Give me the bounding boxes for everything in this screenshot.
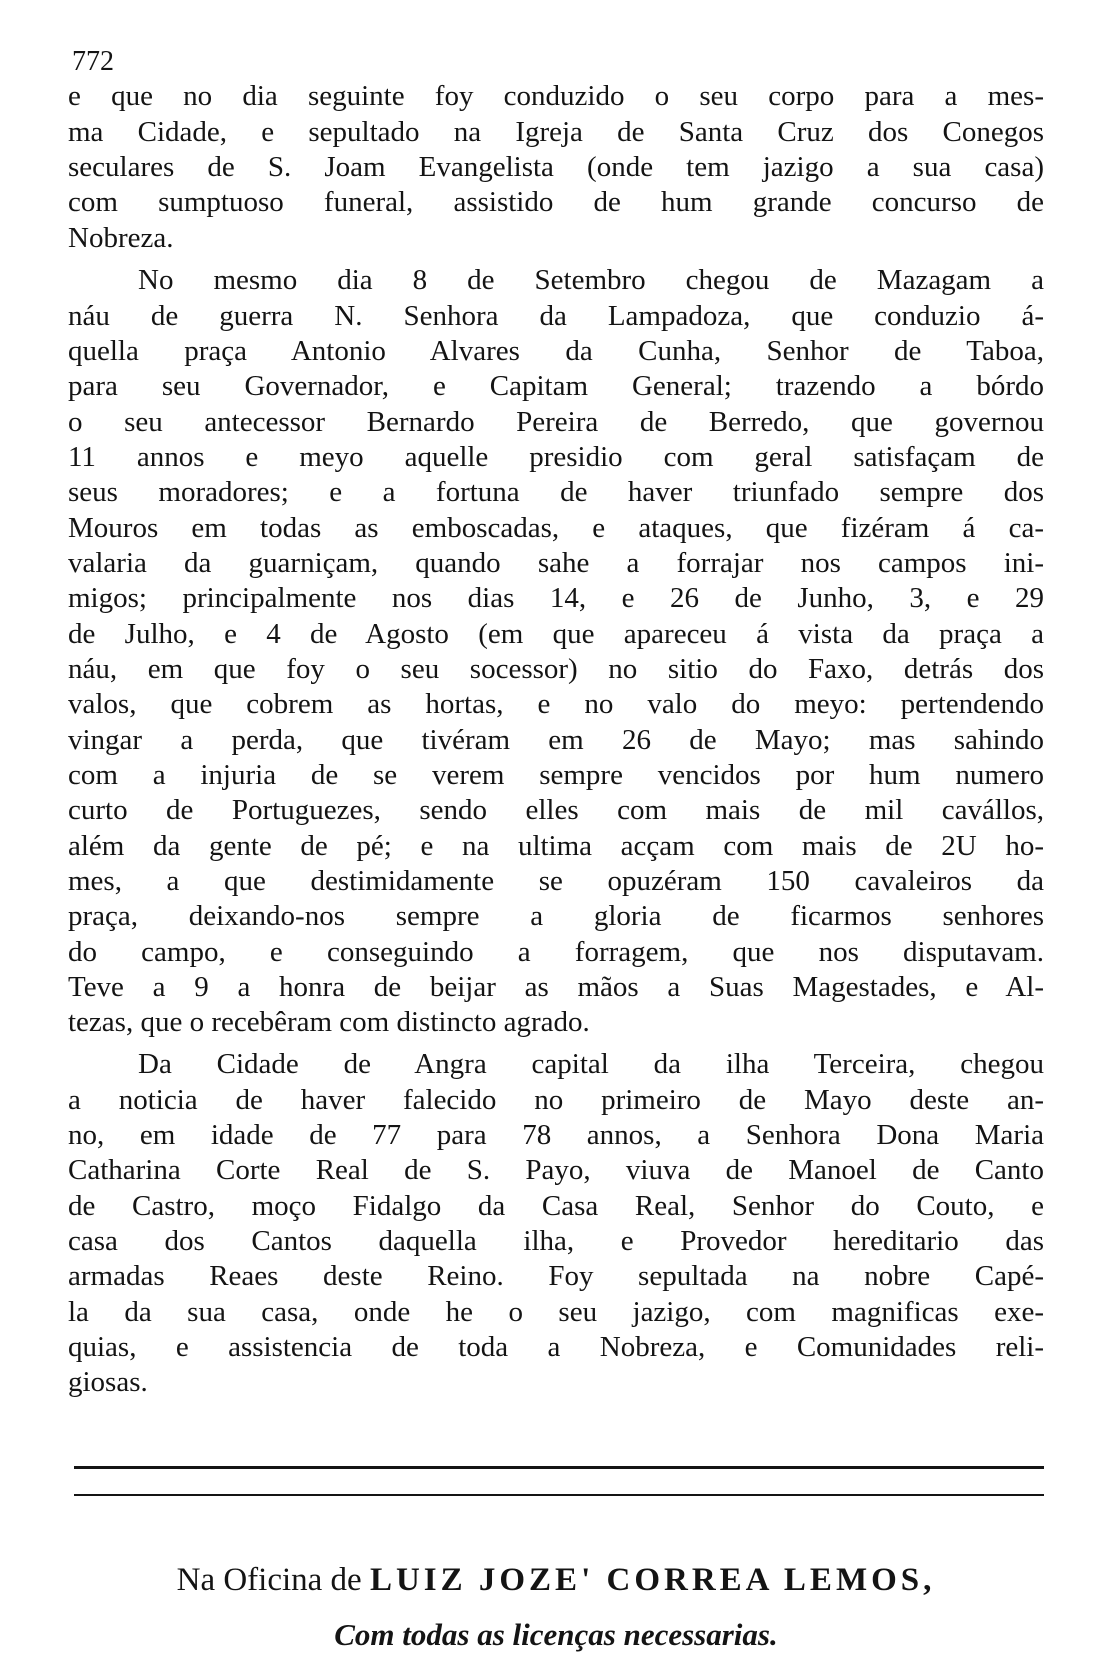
imprint-line: [68, 1560, 1044, 1600]
text-line: e que no dia seguinte foy conduzido o seu corpo para a mes-: [68, 80, 1044, 112]
licence-line: Com todas as licenças necessarias.: [334, 1617, 778, 1652]
text-line: para seu Governador, e Capitam General; trazendo a bórdo: [68, 370, 1044, 402]
imprint-prefix: Na Oficina de: [176, 1562, 370, 1598]
text-line: Da Cidade de Angra capital da ilha Terceira, chegou: [138, 1048, 1044, 1080]
printer-name: LUIZ JOZE' CORREA LEMOS,: [369, 1562, 936, 1598]
text-line: casa dos Cantos daquella ilha, e Provedor hereditario das: [68, 1225, 1044, 1257]
text-line: mes, a que destimidamente se opuzéram 150 cavaleiros da: [68, 865, 1044, 897]
text-line: no, em idade de 77 para 78 annos, a Senhora Dona Maria: [68, 1119, 1044, 1151]
text-line: valos, que cobrem as hortas, e no valo do meyo: pertendendo: [68, 688, 1044, 720]
text-line: a noticia de haver falecido no primeiro de Mayo deste an-: [68, 1084, 1044, 1116]
text-line: seculares de S. Joam Evangelista (onde tem jazigo a sua casa): [68, 151, 1044, 183]
text-line: 11 annos e meyo aquelle presidio com geral satisfaçam de: [68, 441, 1044, 473]
text-line: seus moradores; e a fortuna de haver triunfado sempre dos: [68, 476, 1044, 508]
page-number: 772: [72, 46, 114, 77]
text-line: quias, e assistencia de toda a Nobreza, e Comunidades reli-: [68, 1331, 1044, 1363]
text-line: de Castro, moço Fidalgo da Casa Real, Senhor do Couto, e: [68, 1190, 1044, 1222]
text-line: Nobreza.: [68, 222, 174, 254]
rule-thin: [74, 1494, 1044, 1496]
text-line: Teve a 9 a honra de beijar as mãos a Suas Magestades, e Al-: [68, 971, 1044, 1003]
text-line: com sumptuoso funeral, assistido de hum grande concurso de: [68, 186, 1044, 218]
rule-thick: [74, 1466, 1044, 1469]
text-line: valaria da guarniçam, quando sahe a forrajar nos campos ini-: [68, 547, 1044, 579]
text-line: tezas, que o recebêram com distincto agrado.: [68, 1006, 590, 1038]
text-line: la da sua casa, onde he o seu jazigo, com magnificas exe-: [68, 1296, 1044, 1328]
text-line: Catharina Corte Real de S. Payo, viuva de Manoel de Canto: [68, 1154, 1044, 1186]
text-line: com a injuria de se verem sempre vencidos por hum numero: [68, 759, 1044, 791]
text-line: vingar a perda, que tivéram em 26 de Mayo; mas sahindo: [68, 724, 1044, 756]
text-line: quella praça Antonio Alvares da Cunha, Senhor de Taboa,: [68, 335, 1044, 367]
text-line: náu, em que foy o seu socessor) no sitio do Faxo, detrás dos: [68, 653, 1044, 685]
text-line: giosas.: [68, 1366, 148, 1398]
text-line: de Julho, e 4 de Agosto (em que apareceu á vista da praça a: [68, 618, 1044, 650]
text-line: ma Cidade, e sepultado na Igreja de Santa Cruz dos Conegos: [68, 116, 1044, 148]
text-line: No mesmo dia 8 de Setembro chegou de Mazagam a: [138, 264, 1044, 296]
gazette-page: [68, 46, 1044, 1652]
text-line: além da gente de pé; e na ultima acçam com mais de 2U ho-: [68, 830, 1044, 862]
text-line: do campo, e conseguindo a forragem, que nos disputavam.: [68, 936, 1044, 968]
text-line: praça, deixando-nos sempre a gloria de ficarmos senhores: [68, 900, 1044, 932]
text-line: náu de guerra N. Senhora da Lampadoza, que conduzio á-: [68, 300, 1044, 332]
text-line: Mouros em todas as emboscadas, e ataques, que fizéram á ca-: [68, 512, 1044, 544]
text-line: armadas Reaes deste Reino. Foy sepultada na nobre Capé-: [68, 1260, 1044, 1292]
text-line: o seu antecessor Bernardo Pereira de Berredo, que governou: [68, 406, 1044, 438]
text-line: migos; principalmente nos dias 14, e 26 de Junho, 3, e 29: [68, 582, 1044, 614]
text-line: curto de Portuguezes, sendo elles com mais de mil cavállos,: [68, 794, 1044, 826]
